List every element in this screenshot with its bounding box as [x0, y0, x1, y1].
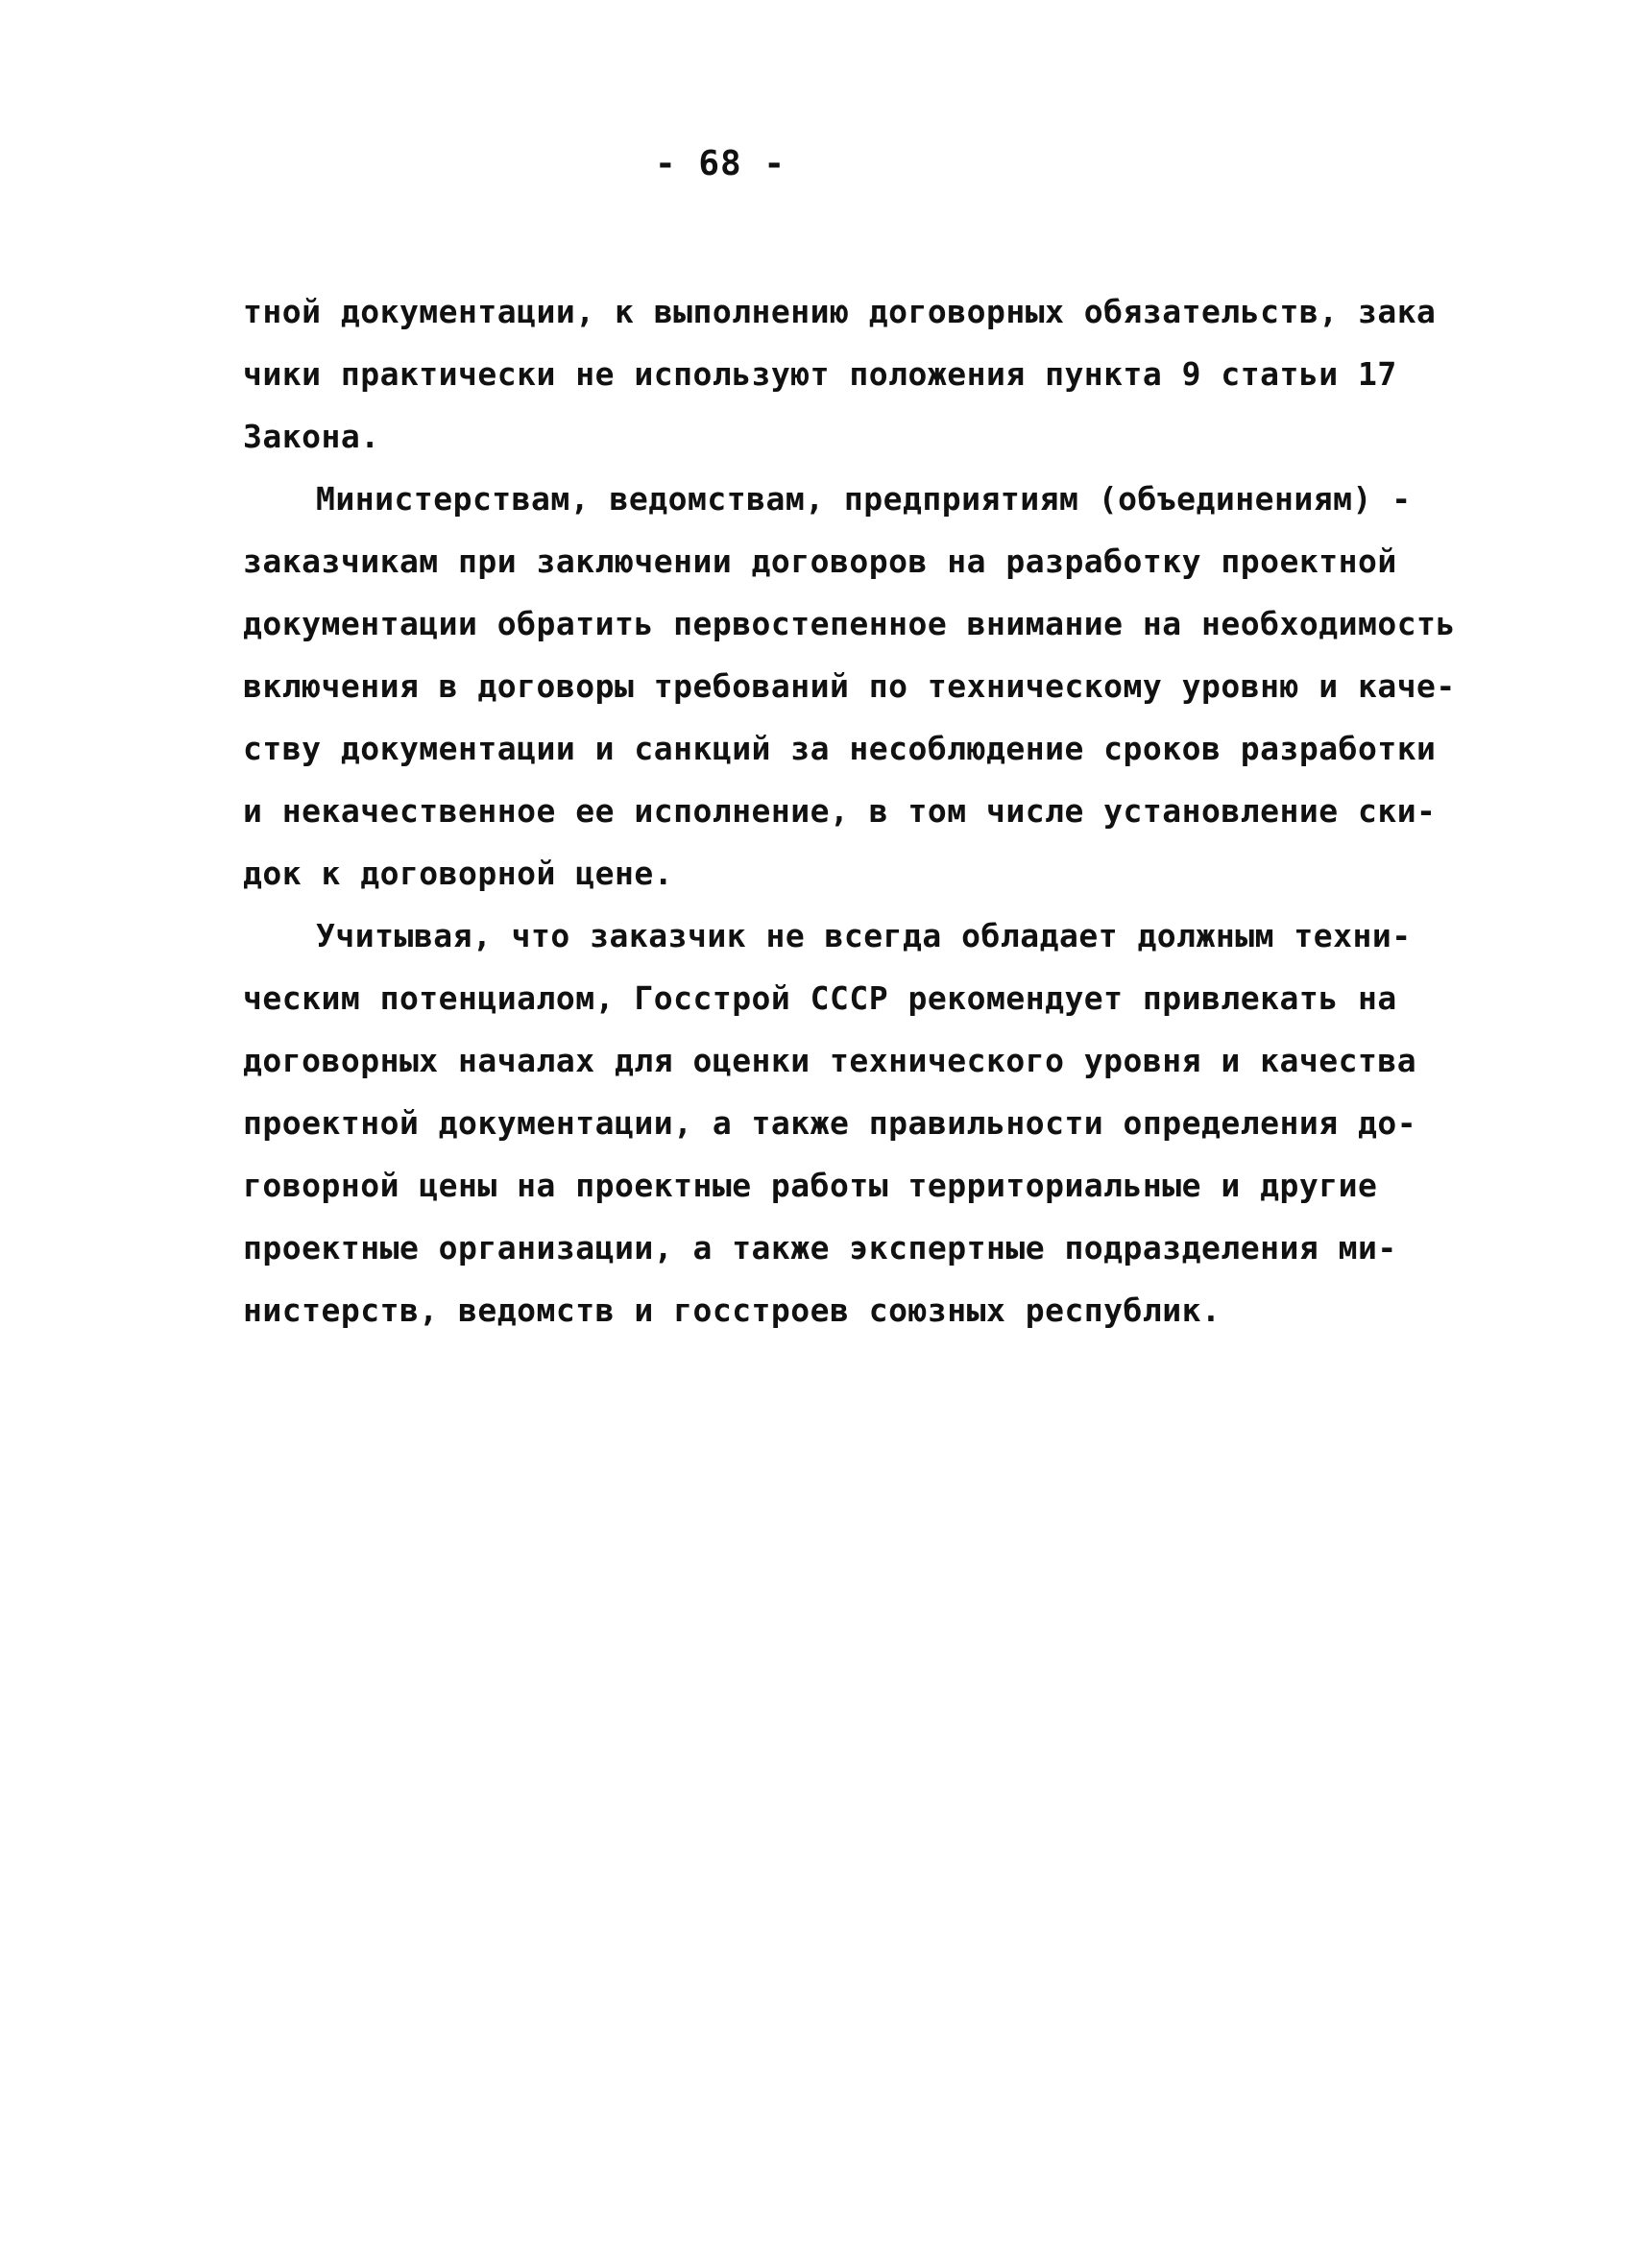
text-line: тной документации, к выполнению договорных обязательств, зака: [243, 293, 1437, 330]
text-line: док к договорной цене.: [243, 855, 674, 892]
text-line: Закона.: [243, 418, 380, 455]
body-text: [243, 280, 1456, 1341]
text-line: ству документации и санкций за несоблюдение сроков разработки: [243, 730, 1437, 767]
text-line: договорных началах для оценки технического уровня и качества: [243, 1042, 1417, 1079]
text-line: говорной цены на проектные работы территориальные и другие: [243, 1167, 1378, 1204]
text-line: чики практически не используют положения пункта 9 статьи 17: [243, 355, 1397, 393]
text-line: заказчикам при заключении договоров на разработку проектной: [243, 543, 1397, 580]
paragraph-1: [243, 280, 1437, 468]
text-line: ческим потенциалом, Госстрой СССР рекомендует привлекать на: [243, 979, 1397, 1017]
text-line: и некачественное ее исполнение, в том числе установление ски-: [243, 792, 1437, 830]
paragraph-3: [243, 905, 1424, 1341]
paragraph-2: [243, 468, 1456, 905]
text-line: нистерств, ведомств и госстроев союзных республик.: [243, 1291, 1222, 1329]
page-number: - 68 -: [654, 144, 786, 183]
text-line: проектной документации, а также правильности определения до-: [243, 1104, 1417, 1142]
text-line: Учитывая, что заказчик не всегда обладает должным техни-: [316, 917, 1412, 954]
text-line: документации обратить первостепенное внимание на необходимость: [243, 605, 1456, 642]
text-line: проектные организации, а также экспертные подразделения ми-: [243, 1229, 1397, 1267]
text-line: включения в договоры требований по техническому уровню и каче-: [243, 667, 1456, 705]
text-line: Министерствам, ведомствам, предприятиям (объединениям) -: [316, 480, 1412, 518]
